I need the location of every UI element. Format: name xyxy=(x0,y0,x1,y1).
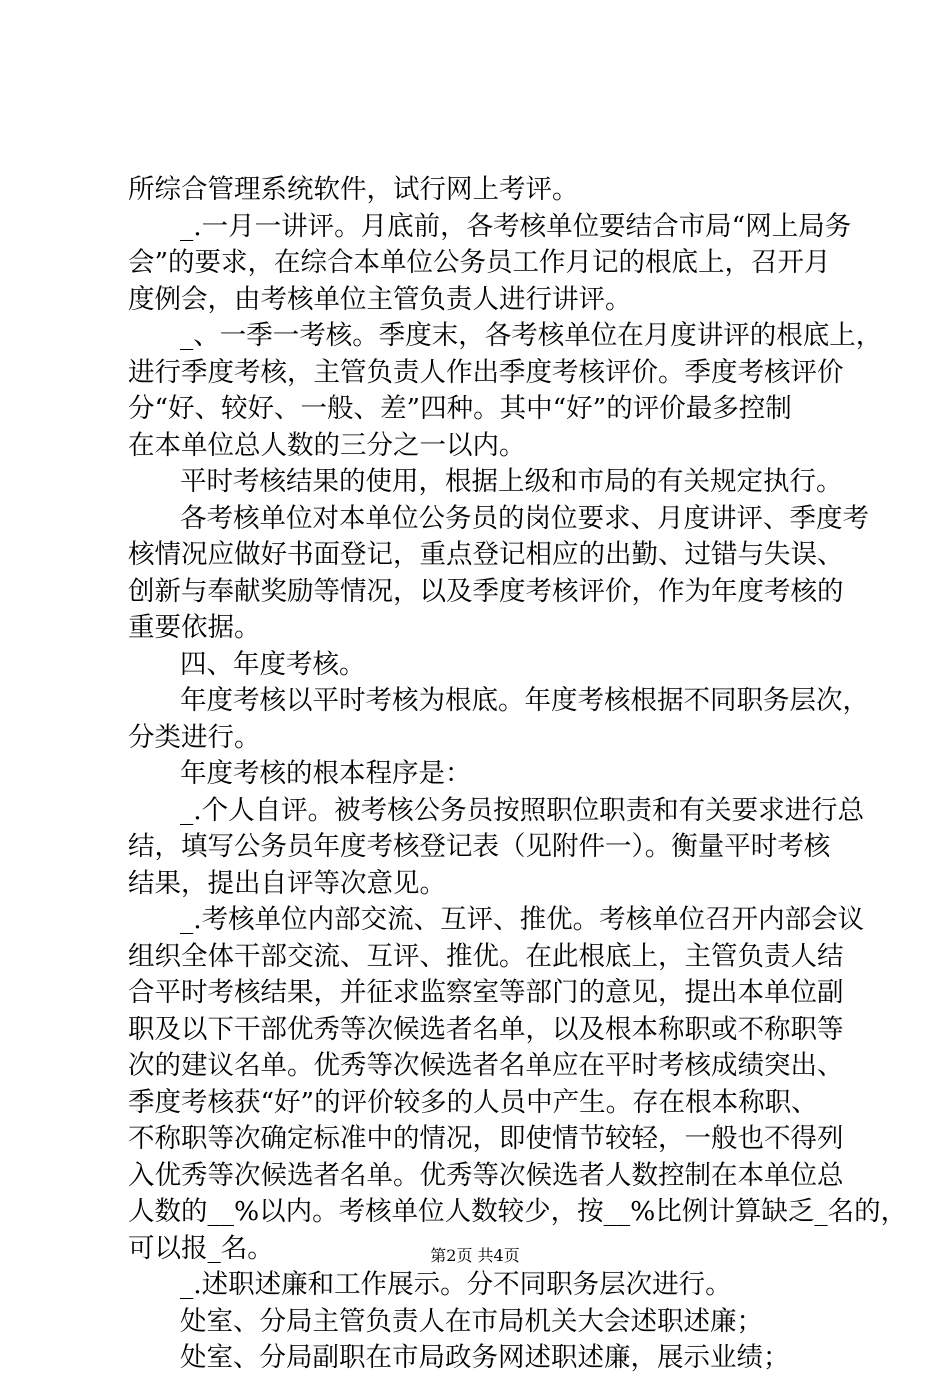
text-line: 处室、分局主管负责人在市局机关大会述职述廉； xyxy=(180,1305,763,1337)
text-line: 分类进行。 xyxy=(128,721,261,753)
text-line: 结果，提出自评等次意见。 xyxy=(128,867,446,899)
text-line: 不称职等次确定标准中的情况，即使情节较轻，一般也不得列 xyxy=(128,1123,844,1154)
text-line: 四、年度考核。 xyxy=(180,648,366,680)
text-line: 季度考核获“好”的评价较多的人员中产生。存在根本称职、 xyxy=(128,1086,818,1118)
text-line: 人数的__%以内。考核单位人数较少，按__%比例计算缺乏_名的， xyxy=(128,1196,908,1227)
text-line: 进行季度考核，主管负责人作出季度考核评价。季度考核评价 xyxy=(128,356,844,388)
text-line: 分“好、较好、一般、差”四种。其中“好”的评价最多控制 xyxy=(128,393,792,424)
text-line: 各考核单位对本单位公务员的岗位要求、月度讲评、季度考 xyxy=(180,502,869,534)
text-line: 职及以下干部优秀等次候选者名单，以及根本称职或不称职等 xyxy=(128,1013,844,1045)
text-line: 入优秀等次候选者名单。优秀等次候选者人数控制在本单位总 xyxy=(128,1159,844,1191)
text-line: 处室、分局副职在市局政务网述职述廉，展示业绩； xyxy=(180,1342,790,1373)
text-line: 重要依据。 xyxy=(128,612,261,643)
text-line: _.一月一讲评。月底前，各考核单位要结合市局“网上局务 xyxy=(180,210,852,242)
page-footer: 第2页 共4页 xyxy=(430,1246,520,1265)
text-line: 年度考核以平时考核为根底。年度考核根据不同职务层次， xyxy=(180,685,869,716)
text-line: _.个人自评。被考核公务员按照职位职责和有关要求进行总 xyxy=(180,794,865,826)
text-line: 次的建议名单。优秀等次候选者名单应在平时考核成绩突出、 xyxy=(128,1050,844,1081)
text-line: 所综合管理系统软件，试行网上考评。 xyxy=(128,174,579,205)
text-line: 合平时考核结果，并征求监察室等部门的意见，提出本单位副 xyxy=(128,977,844,1008)
text-line: 平时考核结果的使用，根据上级和市局的有关规定执行。 xyxy=(180,466,843,497)
text-line: 可以报_名。 xyxy=(128,1232,274,1264)
text-line: _、一季一考核。季度末，各考核单位在月度讲评的根底上， xyxy=(180,320,883,351)
text-line: 会”的要求，在综合本单位公务员工作月记的根底上，召开月 xyxy=(128,247,831,278)
text-line: 在本单位总人数的三分之一以内。 xyxy=(128,429,526,461)
text-line: _.考核单位内部交流、互评、推优。考核单位召开内部会议 xyxy=(180,904,865,935)
text-line: 核情况应做好书面登记，重点登记相应的出勤、过错与失误、 xyxy=(128,539,844,570)
text-line: 组织全体干部交流、互评、推优。在此根底上，主管负责人结 xyxy=(128,940,844,972)
text-line: _.述职述廉和工作展示。分不同职务层次进行。 xyxy=(180,1269,732,1300)
document-body xyxy=(128,172,908,1377)
text-line: 结，填写公务员年度考核登记表（见附件一）。衡量平时考核 xyxy=(128,831,831,862)
text-line: 创新与奉献奖励等情况，以及季度考核评价，作为年度考核的 xyxy=(128,575,844,607)
text-line: 年度考核的根本程序是： xyxy=(180,758,472,789)
text-line: 度例会，由考核单位主管负责人进行讲评。 xyxy=(128,283,632,315)
